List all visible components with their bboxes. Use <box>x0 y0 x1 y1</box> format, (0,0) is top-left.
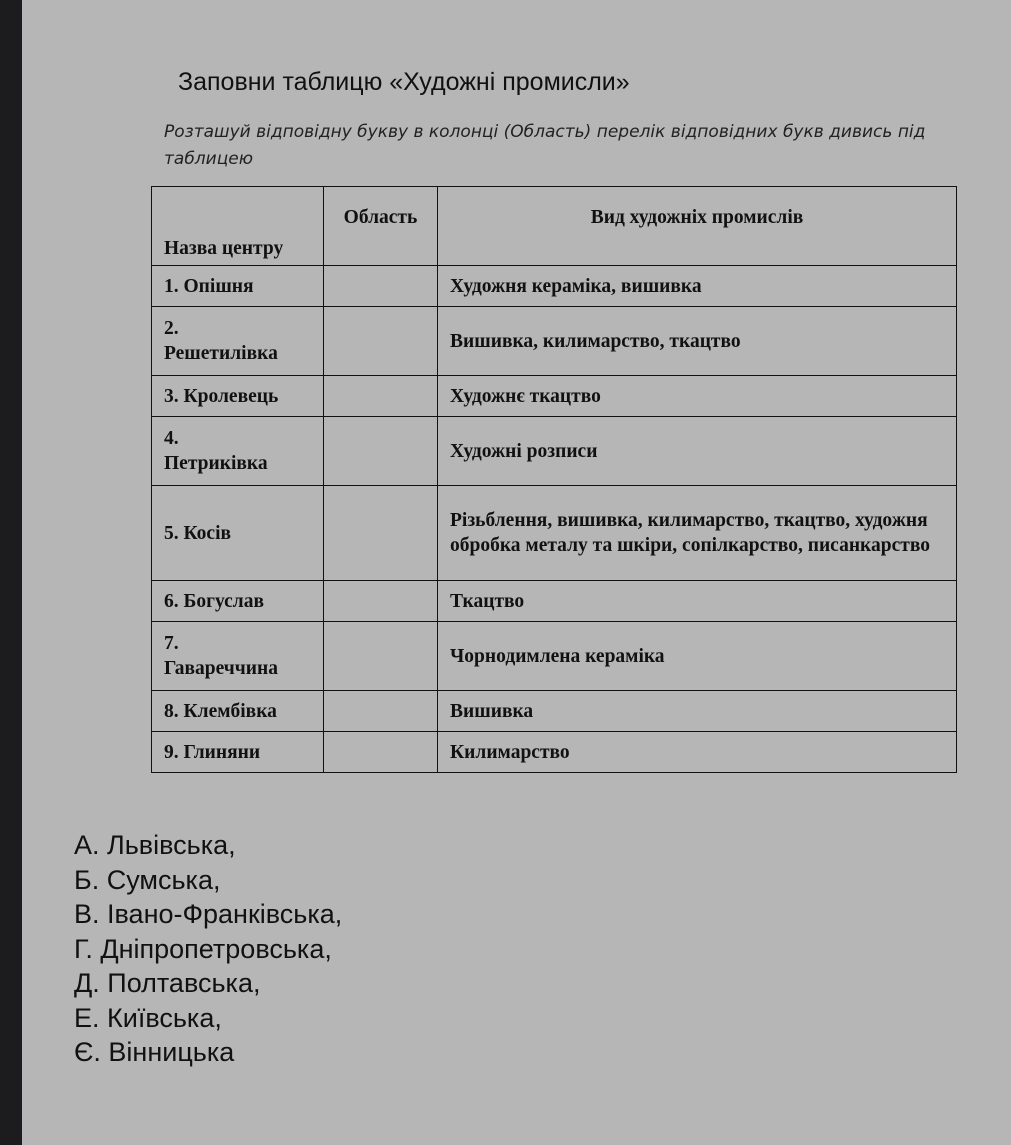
center-name-cell <box>152 376 324 417</box>
region-cell[interactable] <box>324 581 438 622</box>
center-name: Косів <box>183 522 232 544</box>
center-name: Петриківка <box>164 453 268 474</box>
center-name: Клембівка <box>183 700 277 722</box>
dark-side-strip <box>0 0 22 1145</box>
row-number: 3. <box>164 385 179 407</box>
region-option: Д. Полтавська, <box>74 968 261 998</box>
region-cell[interactable] <box>324 307 438 376</box>
region-cell[interactable] <box>324 622 438 691</box>
center-name: Кролевець <box>183 385 279 407</box>
row-number: 5. <box>164 522 179 544</box>
row-number: 8. <box>164 700 179 722</box>
center-name-cell <box>152 266 324 307</box>
center-name-cell <box>152 691 324 732</box>
row-number: 7. <box>164 633 179 654</box>
header-craft-type: Вид художніх промислів <box>438 187 957 266</box>
craft-type-cell: Вишивка <box>438 691 957 732</box>
center-name: Опішня <box>183 275 254 297</box>
row-number: 2. <box>164 318 179 339</box>
center-name-cell <box>152 732 324 773</box>
region-option: В. Івано-Франківська, <box>74 899 343 929</box>
table-row <box>152 622 957 691</box>
center-name-cell <box>152 307 324 376</box>
craft-type-cell: Художнє ткацтво <box>438 376 957 417</box>
center-name-cell <box>152 486 324 581</box>
center-name-cell <box>152 417 324 486</box>
craft-type-cell: Ткацтво <box>438 581 957 622</box>
region-cell[interactable] <box>324 691 438 732</box>
craft-type-cell: Різьблення, вишивка, килимарство, ткацтво, художня обробка металу та шкіри, сопілкарство, писанкарство <box>438 486 957 581</box>
craft-type-cell: Вишивка, килимарство, ткацтво <box>438 307 957 376</box>
region-option: Г. Дніпропетровська, <box>74 933 332 964</box>
region-cell[interactable] <box>324 732 438 773</box>
table-row <box>152 691 957 732</box>
craft-type-cell: Художня кераміка, вишивка <box>438 266 957 307</box>
center-name: Гавареччина <box>164 658 278 679</box>
region-option: Е. Київська, <box>74 1002 222 1033</box>
table-header-row <box>152 187 957 266</box>
row-number: 4. <box>164 428 179 449</box>
table-row <box>152 732 957 773</box>
region-cell[interactable] <box>324 486 438 581</box>
row-number: 6. <box>164 590 179 612</box>
region-option: Б. Сумська, <box>74 864 221 895</box>
row-number: 1. <box>164 275 179 297</box>
instruction-text: Розташуй відповідну букву в колонці (Область) перелік відповідних букв дивись під таблицею <box>164 122 926 169</box>
region-option: А. Львівська, <box>74 830 236 860</box>
table-row <box>152 376 957 417</box>
header-center-name: Назва центру <box>152 187 324 266</box>
table-row <box>152 417 957 486</box>
table-row <box>152 266 957 307</box>
table-row <box>152 581 957 622</box>
crafts-table <box>151 186 957 773</box>
center-name-cell <box>152 581 324 622</box>
region-cell[interactable] <box>324 417 438 486</box>
header-region: Область <box>324 187 438 266</box>
region-options-list <box>74 828 342 1070</box>
region-cell[interactable] <box>324 376 438 417</box>
center-name-cell <box>152 622 324 691</box>
region-cell[interactable] <box>324 266 438 307</box>
table-row <box>152 307 957 376</box>
row-number: 9. <box>164 741 179 763</box>
center-name: Богуслав <box>183 590 265 612</box>
table-row <box>152 486 957 581</box>
page-title: Заповни таблицю «Художні промисли» <box>178 68 630 96</box>
center-name: Глиняни <box>183 741 261 763</box>
center-name: Решетилівка <box>164 343 278 364</box>
craft-type-cell: Художні розписи <box>438 417 957 486</box>
craft-type-cell: Килимарство <box>438 732 957 773</box>
craft-type-cell: Чорнодимлена кераміка <box>438 622 957 691</box>
region-option: Є. Вінницька <box>74 1037 235 1067</box>
